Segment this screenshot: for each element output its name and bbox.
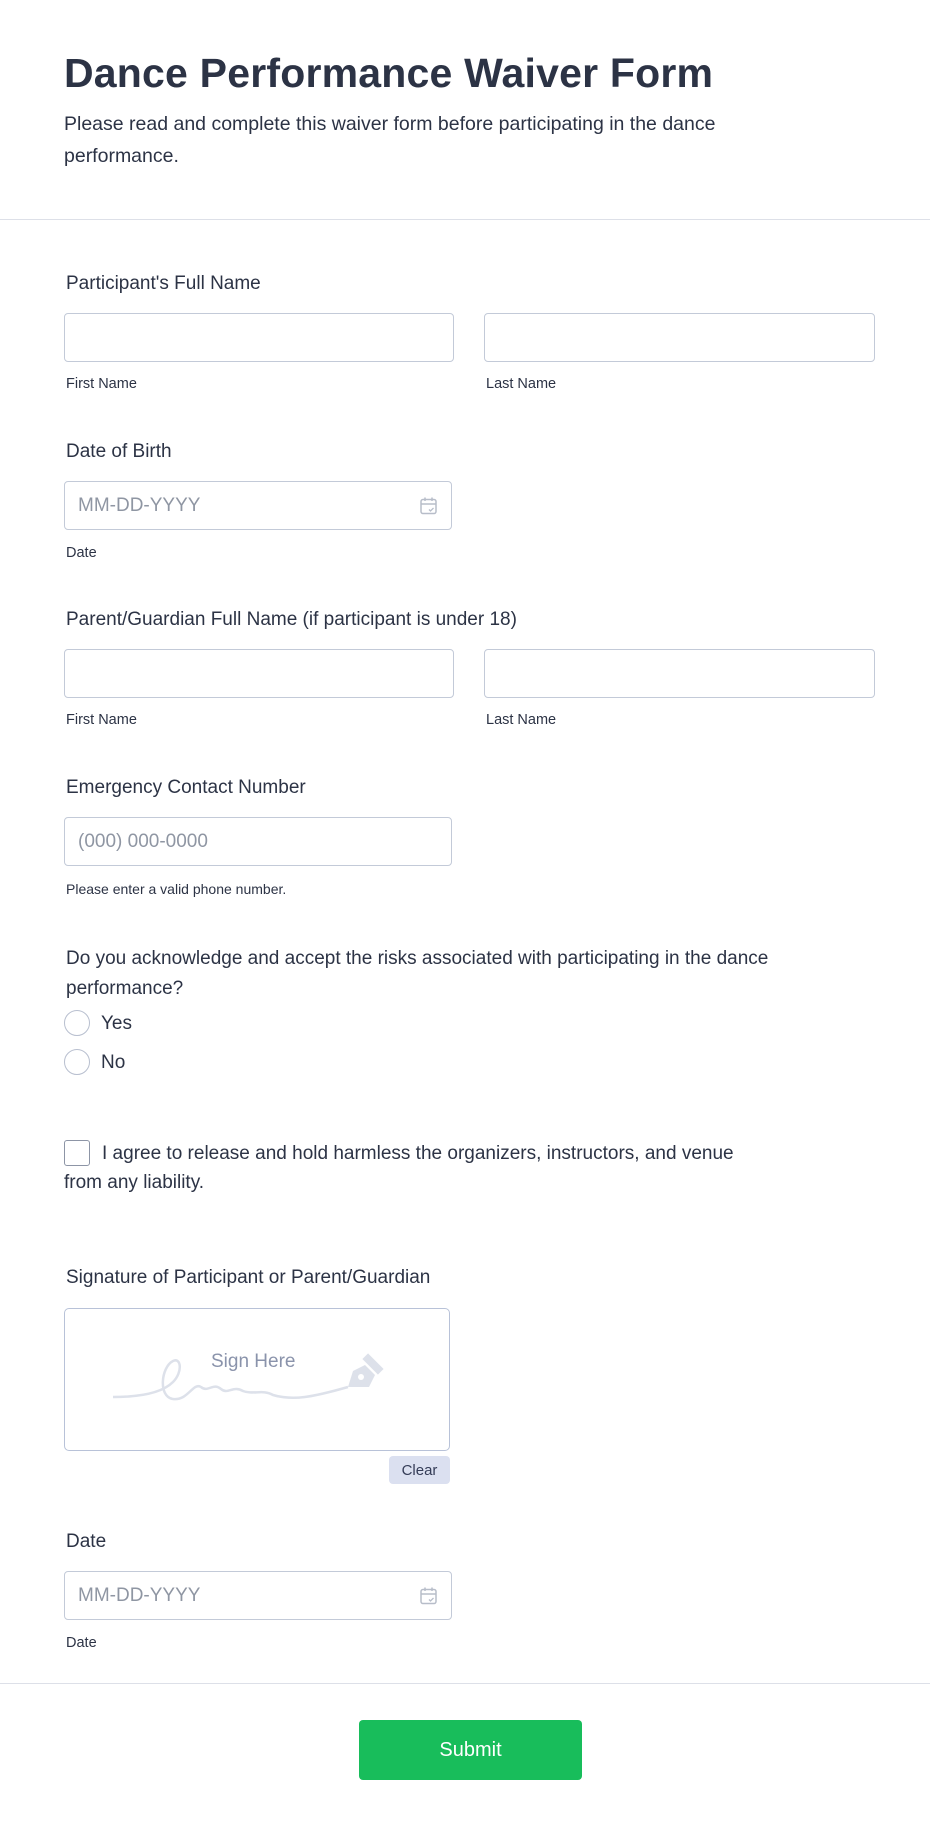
dob-input[interactable] (64, 481, 452, 530)
guardian-last-sublabel: Last Name (486, 712, 557, 728)
signature-pen-icon (113, 1347, 403, 1407)
divider (0, 219, 930, 220)
calendar-icon[interactable] (419, 496, 439, 516)
phone-helper: Please enter a valid phone number. (66, 881, 287, 897)
signature-label: Signature of Participant or Parent/Guardian (66, 1267, 431, 1288)
guardian-name-label: Parent/Guardian Full Name (if participant is under 18) (66, 609, 517, 630)
participant-last-name-input[interactable] (484, 313, 875, 362)
sign-here-hint: Sign Here (211, 1351, 296, 1372)
dob-sublabel: Date (66, 545, 97, 561)
release-text[interactable]: I agree to release and hold harmless the organizers, instructors, and venue from any liability. (64, 1143, 734, 1193)
form-title: Dance Performance Waiver Form (64, 50, 714, 96)
risk-question: Do you acknowledge and accept the risks associated with participating in the dance performance? (66, 948, 769, 999)
last-name-sublabel: Last Name (486, 376, 557, 392)
emergency-label: Emergency Contact Number (66, 777, 306, 798)
phone-placeholder: (000) 000-0000 (78, 831, 208, 852)
date-label: Date (66, 1531, 107, 1552)
first-name-sublabel: First Name (66, 376, 137, 392)
participant-name-label: Participant's Full Name (66, 273, 261, 294)
signature-pad[interactable] (64, 1308, 450, 1451)
radio-yes-label[interactable]: Yes (101, 1013, 132, 1034)
guardian-first-name-input[interactable] (64, 649, 454, 698)
participant-first-name-input[interactable] (64, 313, 454, 362)
calendar-icon[interactable] (419, 1586, 439, 1606)
form-subtitle: Please read and complete this waiver form before participating in the dance performance. (64, 113, 716, 167)
date-sublabel: Date (66, 1635, 97, 1651)
dob-label: Date of Birth (66, 441, 172, 462)
emergency-phone-input[interactable] (64, 817, 452, 866)
date-placeholder: MM-DD-YYYY (78, 1585, 201, 1606)
guardian-last-name-input[interactable] (484, 649, 875, 698)
radio-no-label[interactable]: No (101, 1052, 126, 1073)
date-input[interactable] (64, 1571, 452, 1620)
clear-signature-button[interactable]: Clear (389, 1456, 450, 1484)
footer-divider (0, 1683, 930, 1684)
submit-button[interactable]: Submit (359, 1720, 582, 1780)
dob-placeholder: MM-DD-YYYY (78, 495, 201, 516)
radio-yes[interactable] (64, 1010, 90, 1036)
guardian-first-sublabel: First Name (66, 712, 137, 728)
radio-no[interactable] (64, 1049, 90, 1075)
